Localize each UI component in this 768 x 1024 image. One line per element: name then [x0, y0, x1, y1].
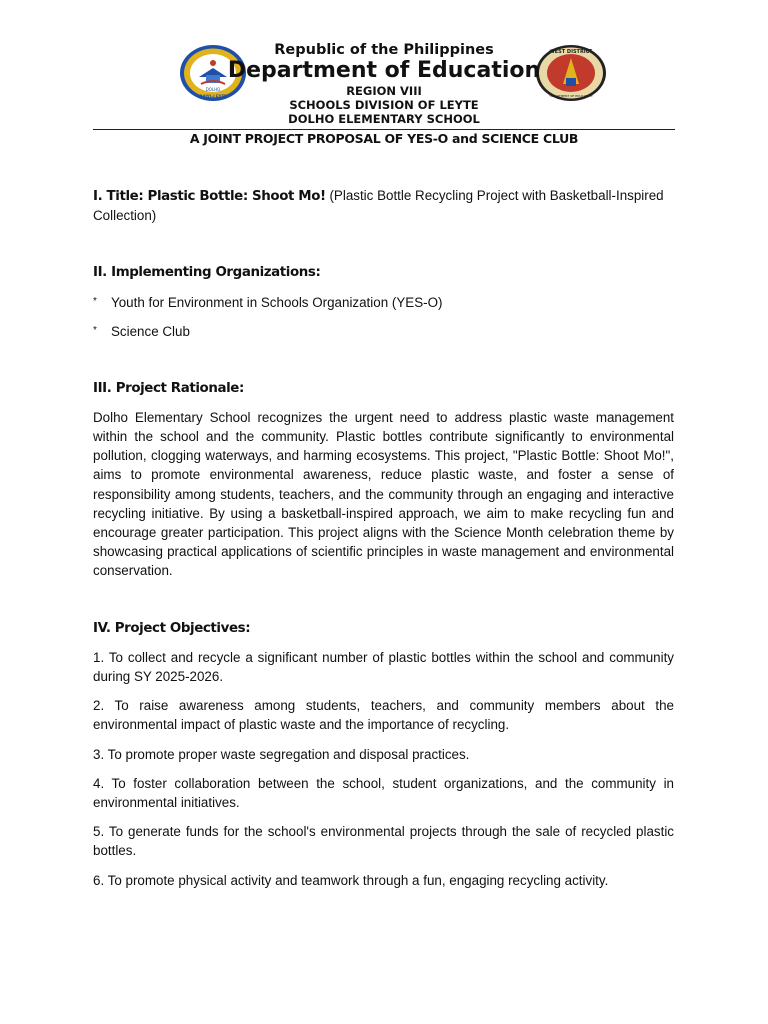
- department-line: Department of Education: [227, 58, 541, 83]
- title-section: [93, 186, 674, 225]
- left-seal-footer: DAYO-LEYTE: [199, 94, 227, 99]
- rationale-heading: III. Project Rationale:: [93, 380, 244, 396]
- right-seal-footer: DEPARTMENT OF EDUCATION: [549, 94, 593, 98]
- objective-item: 2. To raise awareness among students, teachers, and community members about the environmental impact of plastic waste and the importance of recycling.: [93, 698, 674, 733]
- objectives-heading: IV. Project Objectives:: [93, 620, 251, 636]
- division-line: SCHOOLS DIVISION OF LEYTE: [289, 98, 479, 112]
- organizations-heading: II. Implementing Organizations:: [93, 265, 321, 281]
- bullet-icon: *: [93, 295, 97, 307]
- header-divider: [93, 129, 675, 130]
- left-seal-caption: DOLHO: [205, 87, 221, 92]
- letterhead: [93, 40, 675, 132]
- region-line: REGION VIII: [346, 84, 422, 98]
- objective-item: 3. To promote proper waste segregation and disposal practices.: [93, 746, 470, 762]
- right-seal-text: WEST DISTRICT: [549, 49, 593, 55]
- list-item: [93, 322, 674, 341]
- organization-name: Youth for Environment in Schools Organization (YES-O): [111, 294, 443, 310]
- objective-item: 6. To promote physical activity and teamwork through a fun, engaging recycling activity.: [93, 872, 609, 888]
- objective-item: 1. To collect and recycle a significant number of plastic bottles within the school and community during SY 2025-2026.: [93, 649, 674, 685]
- list-item: [93, 293, 674, 312]
- organization-name: Science Club: [111, 323, 190, 339]
- organizations-list: [93, 293, 674, 341]
- bullet-icon: *: [93, 324, 97, 336]
- school-line: DOLHO ELEMENTARY SCHOOL: [288, 112, 480, 126]
- objective-item: 5. To generate funds for the school's environmental projects through the sale of recycled plastic bottles.: [93, 824, 674, 859]
- title-heading: I. Title: Plastic Bottle: Shoot Mo!: [93, 189, 326, 204]
- document-body: [93, 186, 674, 890]
- objective-item: 4. To foster collaboration between the school, student organizations, and the community in environmental initiatives.: [93, 775, 674, 811]
- republic-line: Republic of the Philippines: [274, 42, 494, 58]
- proposal-subtitle: A JOINT PROJECT PROPOSAL OF YES-O and SCIENCE CLUB: [189, 131, 579, 146]
- title-description: (Plastic Bottle Recycling Project with Basketball-Inspired Collection): [93, 188, 664, 224]
- rationale-text: Dolho Elementary School recognizes the urgent need to address plastic waste management within the school and the community. Plastic bottles contribute significantly to environmental pollution, clogging waterways, and harming ecosystems. This project, "Plastic Bottle: Shoot Mo!", aims to promote environmental awareness, reduce plastic waste, and foster a sense of responsibility among students, teachers, and the community through an engaging and interactive recycling initiative. By using a basketball-inspired approach, we aim to make recycling fun and encourage greater participation. This project aligns with the Science Month celebration theme by showcasing practical applications of scientific principles in waste management and environmental conservation.: [93, 409, 674, 579]
